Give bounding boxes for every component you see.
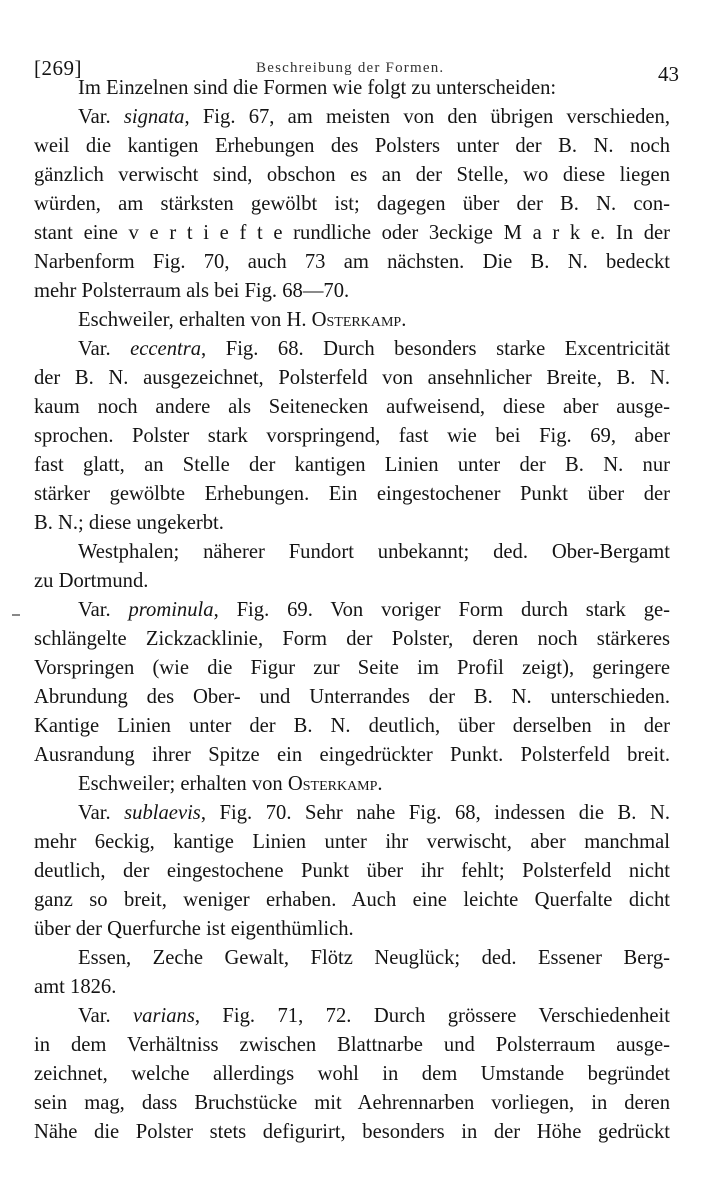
text-run: , Fig. 69. Von voriger Form durch stark ge- <box>213 599 670 621</box>
margin-mark <box>12 614 20 616</box>
text-line <box>34 742 670 768</box>
text-run: v e r t i e f t e <box>128 222 283 244</box>
text-run: In der <box>605 222 670 244</box>
text-run: gänzlich verwischt sind, obschon es an der Stelle, wo diese liegen <box>34 164 670 186</box>
taxon-name: signata <box>123 106 185 128</box>
text-line <box>34 1090 670 1116</box>
text-run: stärker gewölbte Erhebungen. Ein eingestochener Punkt über der <box>34 483 670 505</box>
text-line <box>34 597 670 623</box>
text-line <box>34 307 670 333</box>
text-line <box>34 249 670 275</box>
text-run: . <box>377 773 383 795</box>
text-run: weil die kantigen Erhebungen des Polsters unter der B. N. noch <box>34 135 670 157</box>
text-run: , Fig. 71, 72. Durch grössere Verschiedenheit <box>194 1005 670 1027</box>
text-line <box>34 481 670 507</box>
text-line <box>34 771 670 797</box>
text-line <box>34 974 670 1000</box>
text-run: würden, am stärksten gewölbt ist; dagegen über der B. N. con- <box>34 193 670 215</box>
running-title: Beschreibung der Formen. <box>256 60 445 76</box>
text-run: Ausrandung ihrer Spitze ein eingedrückter Punkt. Polsterfeld breit. <box>34 744 670 766</box>
text-line <box>34 713 670 739</box>
text-line <box>34 829 670 855</box>
text-run: Im Einzelnen sind die Formen wie folgt zu unterscheiden: <box>78 77 557 99</box>
text-run: Narbenform Fig. 70, auch 73 am nächsten. Die B. N. bedeckt <box>34 251 670 273</box>
collector-name: Osterkamp <box>287 773 378 795</box>
text-line <box>34 684 670 710</box>
text-run: in dem Verhältniss zwischen Blattnarbe und Polsterraum ausge- <box>34 1034 670 1056</box>
text-line <box>34 278 670 304</box>
text-line <box>34 1119 670 1145</box>
text-line <box>34 162 670 188</box>
text-line <box>34 394 670 420</box>
text-line <box>34 510 670 536</box>
text-run: B. N.; diese ungekerbt. <box>34 512 224 534</box>
taxon-name: varians <box>133 1005 195 1027</box>
text-run: , Fig. 68. Durch besonders starke Excentricität <box>201 338 670 360</box>
taxon-name: eccentra <box>130 338 202 360</box>
text-line <box>34 887 670 913</box>
text-run: Essen, Zeche Gewalt, Flötz Neuglück; ded. Essener Berg- <box>78 947 670 969</box>
text-line <box>34 1032 670 1058</box>
text-run: sein mag, dass Bruchstücke mit Aehrennarben vorliegen, in deren <box>34 1092 670 1114</box>
text-line <box>34 626 670 652</box>
text-run: Var. <box>78 802 125 824</box>
taxon-name: prominula <box>128 599 214 621</box>
page-number: 43 <box>658 62 679 86</box>
text-line <box>34 104 670 130</box>
text-line <box>34 220 670 246</box>
text-line <box>34 945 670 971</box>
text-run: Var. <box>78 338 131 360</box>
collector-name: Osterkamp <box>311 309 402 331</box>
text-line <box>34 336 670 362</box>
text-run: über der Querfurche ist eigenthümlich. <box>34 918 354 940</box>
text-line <box>34 800 670 826</box>
text-run: , Fig. 70. Sehr nahe Fig. 68, indessen die B. N. <box>200 802 670 824</box>
text-run: . <box>401 309 407 331</box>
text-run: amt 1826. <box>34 976 117 998</box>
taxon-name: sublaevis <box>124 802 201 824</box>
text-line <box>34 539 670 565</box>
text-run: stant eine <box>34 222 129 244</box>
text-run: zu Dortmund. <box>34 570 149 592</box>
text-line <box>34 916 670 942</box>
text-run: mehr Polsterraum als bei Fig. 68—70. <box>34 280 350 302</box>
text-run: Kantige Linien unter der B. N. deutlich, über derselben in der <box>34 715 670 737</box>
text-run: zeichnet, welche allerdings wohl in dem Umstande begründet <box>34 1063 670 1085</box>
text-run: sprochen. Polster stark vorspringend, fast wie bei Fig. 69, aber <box>34 425 670 447</box>
text-run: Eschweiler; erhalten von <box>78 773 288 795</box>
text-run: M a r k e. <box>503 222 606 244</box>
text-run: ganz so breit, weniger erhaben. Auch eine leichte Querfalte dicht <box>34 889 670 911</box>
text-line <box>34 452 670 478</box>
text-run: schlängelte Zickzacklinie, Form der Polster, deren noch stärkeres <box>34 628 670 650</box>
text-line <box>34 191 670 217</box>
text-line <box>34 568 670 594</box>
text-line <box>34 1061 670 1087</box>
text-run: Var. <box>78 1005 134 1027</box>
text-run: rundliche oder 3eckige <box>282 222 504 244</box>
text-line <box>34 858 670 884</box>
text-line <box>34 423 670 449</box>
text-run: Westphalen; näherer Fundort unbekannt; ded. Ober-Bergamt <box>78 541 670 563</box>
text-run: der B. N. ausgezeichnet, Polsterfeld von ansehnlicher Breite, B. N. <box>34 367 670 389</box>
text-run: Var. <box>78 599 129 621</box>
text-run: fast glatt, an Stelle der kantigen Linien unter der B. N. nur <box>34 454 670 476</box>
text-line <box>34 365 670 391</box>
text-run: mehr 6eckig, kantige Linien unter ihr verwischt, aber manchmal <box>34 831 670 853</box>
text-run: Nähe die Polster stets defigurirt, besonders in der Höhe gedrückt <box>34 1121 670 1143</box>
text-run: deutlich, der eingestochene Punkt über ihr fehlt; Polsterfeld nicht <box>34 860 670 882</box>
text-run: Var. <box>78 106 124 128</box>
text-line <box>34 655 670 681</box>
text-run: Vorspringen (wie die Figur zur Seite im Profil zeigt), geringere <box>34 657 670 679</box>
text-line <box>34 75 670 101</box>
text-line <box>34 133 670 159</box>
page-reference: [269] <box>34 56 82 80</box>
text-line <box>34 1003 670 1029</box>
text-run: , Fig. 67, am meisten von den übrigen verschieden, <box>184 106 671 128</box>
text-run: kaum noch andere als Seitenecken aufweisend, diese aber ausge- <box>34 396 670 418</box>
text-run: Abrundung des Ober- und Unterrandes der B. N. unterschieden. <box>34 686 670 708</box>
text-run: Eschweiler, erhalten von H. <box>78 309 312 331</box>
